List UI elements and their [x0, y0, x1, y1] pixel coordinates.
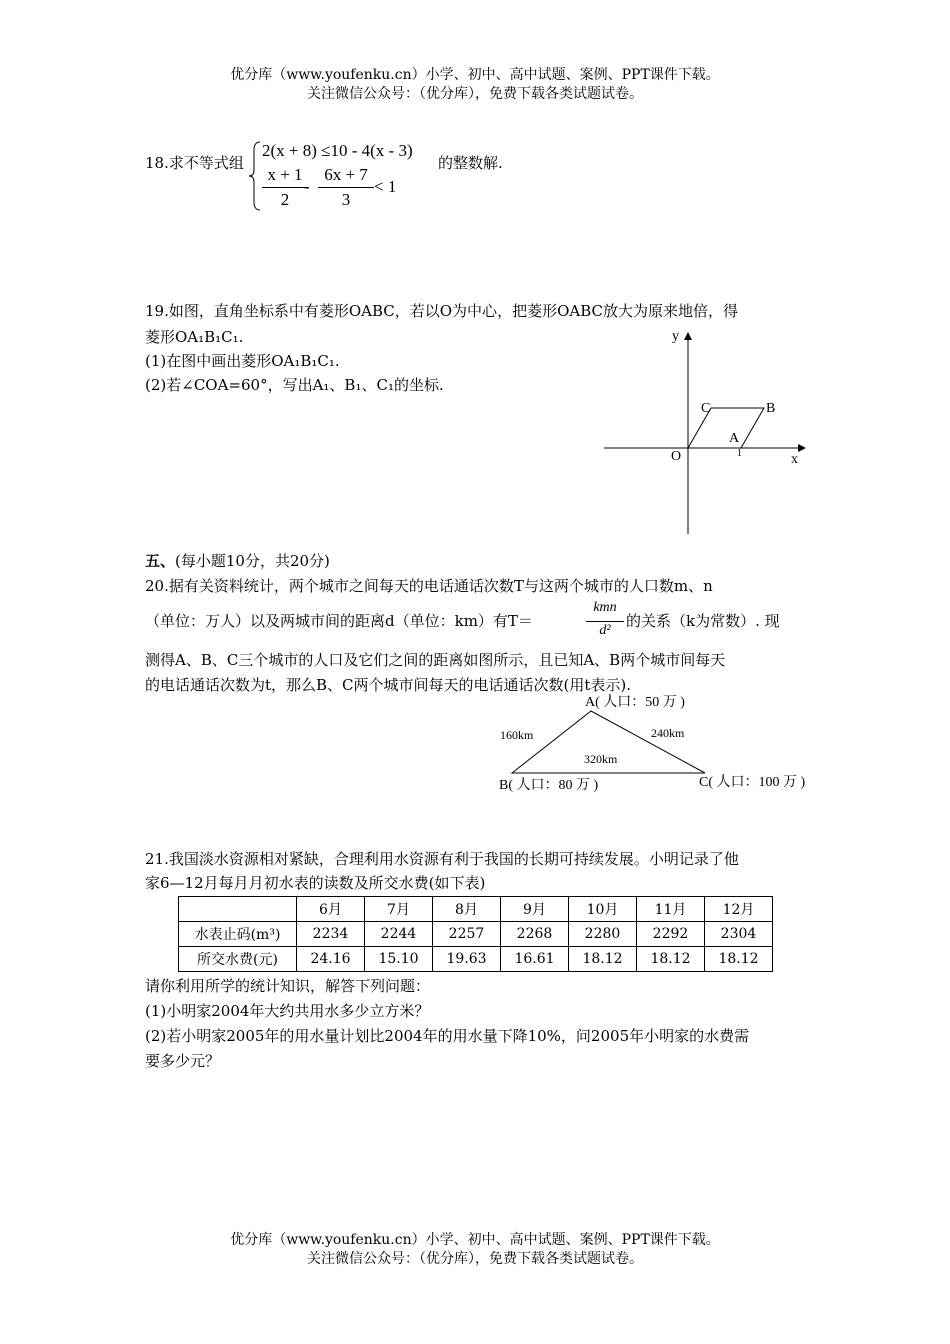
- table-header-cell: 6月: [297, 897, 365, 922]
- table-header-cell: 8月: [433, 897, 501, 922]
- q18-frac1-bar: [262, 187, 308, 188]
- table-cell: 2304: [705, 922, 773, 947]
- section-5-desc: (每小题10分，共20分): [175, 552, 330, 570]
- section-5-heading: [145, 550, 330, 571]
- table-cell: 2292: [637, 922, 705, 947]
- q18-inequality-1: 2(x + 8) ≤10 - 4(x - 3): [262, 141, 413, 160]
- q18-frac2-den: 3: [341, 190, 351, 209]
- distance-bc-label: 320km: [584, 752, 618, 766]
- table-cell: 15.10: [365, 947, 433, 972]
- q20-frac-num: kmn: [593, 600, 617, 615]
- header-line-1: 优分库（www.youfenku.cn）小学、初中、高中试题、案例、PPT课件下载。: [230, 67, 720, 83]
- q18-prefix: 18.求不等式组: [145, 154, 244, 172]
- rhombus-oabc: [688, 408, 764, 448]
- table-row: [179, 947, 773, 972]
- table-cell: 18.12: [705, 947, 773, 972]
- y-axis-arrow: [684, 332, 692, 340]
- city-b-label: B( 人口：80 万 ): [499, 778, 599, 793]
- unit-tick-label: 1: [737, 448, 742, 459]
- table-header-cell: 7月: [365, 897, 433, 922]
- q18-frac1-den: 2: [280, 190, 290, 209]
- point-b-label: B: [766, 401, 776, 416]
- q20-line-2a: （单位：万人）以及两城市间的距离d（单位：km）有T＝: [145, 612, 533, 630]
- point-a-label: A: [729, 431, 740, 446]
- table-cell: 所交水费(元): [179, 947, 297, 972]
- q21-part-1: (1)小明家2004年大约共用水多少立方米？: [145, 1002, 430, 1020]
- q20-line-2b: 的关系（k为常数）. 现: [626, 612, 780, 630]
- q18-frac2-num: 6x + 7: [324, 165, 368, 184]
- q20-frac-bar: [586, 621, 624, 622]
- table-header-cell: [179, 897, 297, 922]
- distance-ac-label: 240km: [651, 726, 685, 740]
- city-triangle-figure: [495, 688, 820, 800]
- table-header-cell: 12月: [705, 897, 773, 922]
- q18-frac2-bar: [318, 187, 374, 188]
- q21-part-2-line-2: 要多少元？: [145, 1052, 221, 1070]
- q19-part-1: (1)在图中画出菱形OA₁B₁C₁.: [145, 352, 340, 370]
- city-a-label: A( 人口：50 万 ): [585, 695, 685, 710]
- q19-line-1: 19.如图，直角坐标系中有菱形OABC，若以O为中心，把菱形OABC放大为原来地倍，得: [145, 302, 738, 320]
- footer-line-2: 关注微信公众号：（优分库），免费下载各类试题试卷。: [307, 1251, 643, 1267]
- q20-line-1: 20.据有关资料统计，两个城市之间每天的电话通话次数T与这两个城市的人口数m、n: [145, 577, 713, 595]
- q18-suffix: 的整数解.: [438, 154, 503, 172]
- table-cell: 16.61: [501, 947, 569, 972]
- table-header-cell: 9月: [501, 897, 569, 922]
- q20-line-3: 测得A、B、C三个城市的人口及它们之间的距离如图所示，且已知A、B两个城市间每天: [145, 651, 726, 669]
- footer-line-1: 优分库（www.youfenku.cn）小学、初中、高中试题、案例、PPT课件下载。: [230, 1232, 720, 1248]
- q21-line-2: 家6—12月每月月初水表的读数及所交水费(如下表): [145, 874, 486, 892]
- table-cell: 2280: [569, 922, 637, 947]
- table-cell: 2234: [297, 922, 365, 947]
- q21-line-1: 21.我国淡水资源相对紧缺，合理利用水资源有利于我国的长期可持续发展。小明记录了他: [145, 850, 739, 868]
- point-c-label: C: [701, 401, 711, 416]
- table-cell: 2268: [501, 922, 569, 947]
- table-cell: 24.16: [297, 947, 365, 972]
- table-header-row: [179, 897, 773, 922]
- table-cell: 2244: [365, 922, 433, 947]
- city-c-label: C( 人口：100 万 ): [699, 775, 806, 790]
- y-axis-label: y: [672, 329, 679, 344]
- q19-part-2: (2)若∠COA=60°，写出A₁、B₁、C₁的坐标.: [145, 376, 444, 394]
- table-header-cell: 10月: [569, 897, 637, 922]
- rhombus-figure: [598, 328, 813, 540]
- table-cell: 2257: [433, 922, 501, 947]
- q20-line-4: 的电话通话次数为t，那么B、C两个城市间每天的电话通话次数(用t表示).: [145, 676, 632, 694]
- table-cell: 水表止码(m³): [179, 922, 297, 947]
- table-cell: 18.12: [637, 947, 705, 972]
- table-row: [179, 922, 773, 947]
- water-table: [178, 896, 773, 972]
- q18-minus: -: [304, 177, 310, 196]
- q18-frac1-num: x + 1: [267, 165, 303, 184]
- q18-rhs: < 1: [374, 177, 397, 196]
- table-cell: 19.63: [433, 947, 501, 972]
- q21-after-table: 请你利用所学的统计知识，解答下列问题：: [145, 977, 431, 995]
- system-brace: [248, 140, 262, 212]
- q19-line-2: 菱形OA₁B₁C₁.: [145, 328, 244, 346]
- table-header-cell: 11月: [637, 897, 705, 922]
- header-line-2: 关注微信公众号：（优分库），免费下载各类试题试卷。: [307, 86, 643, 102]
- x-axis-arrow: [798, 444, 806, 452]
- q20-frac-den: d²: [599, 623, 611, 638]
- distance-ab-label: 160km: [500, 728, 534, 742]
- origin-label: O: [671, 449, 682, 464]
- section-5-title: 五、: [145, 552, 176, 570]
- table-cell: 18.12: [569, 947, 637, 972]
- q21-part-2-line-1: (2)若小明家2005年的用水量计划比2004年的用水量下降10%，问2005年小明家的水费需: [145, 1027, 750, 1045]
- x-axis-label: x: [791, 452, 798, 467]
